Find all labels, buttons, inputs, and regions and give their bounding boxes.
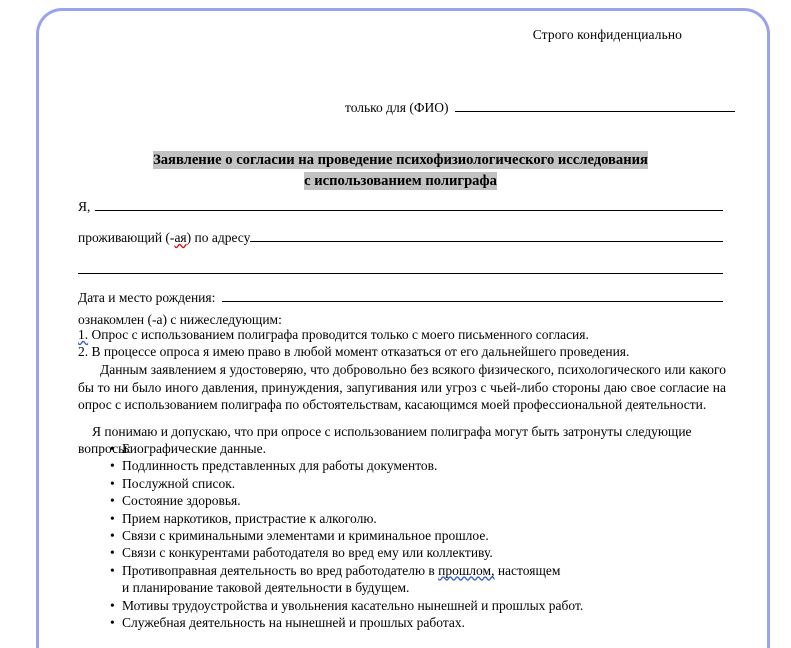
- list-item: [110, 440, 710, 457]
- topics-list: [110, 440, 710, 631]
- numbered-item-1: [78, 326, 726, 343]
- address-field-row-second: [78, 262, 723, 274]
- list-item: [110, 597, 710, 614]
- topic-text-after-spellcheck: настоящем: [494, 562, 561, 578]
- topic-text: Мотивы трудоустройства и увольнения касательно нынешней и прошлых работ.: [122, 597, 584, 613]
- address-blank-line-2[interactable]: [78, 262, 723, 274]
- address-label-spellcheck-word: ая: [174, 230, 187, 245]
- document-title-line-2: с использованием полиграфа: [304, 173, 497, 189]
- topic-text: Подлинность представленных для работы документов.: [122, 458, 438, 474]
- topic-text: Связи с криминальными элементами и криминальное прошлое.: [122, 528, 489, 544]
- list-item: [110, 562, 611, 597]
- voluntary-consent-paragraph: Данным заявлением я удостоверяю, что добровольно без всякого физического, психологического или какого бы то ни было иного давления, принуждения, запугивания или угроз с чьей-либо стороны даю свое согласие на опрос с использованием полиграфа по обстоятельствам, касающимся моей профессиональной деятельности.: [78, 362, 726, 413]
- address-field-row: [78, 230, 723, 246]
- topic-text: Состояние здоровья.: [122, 493, 241, 509]
- numbered-item-1-number: 1.: [78, 327, 89, 342]
- document-title-line-1: Заявление о согласии на проведение психофизиологического исследования: [153, 152, 648, 168]
- address-label-suffix: ) по адресу: [186, 230, 251, 245]
- birth-blank-line[interactable]: [222, 290, 723, 302]
- fio-field-row: [345, 100, 735, 116]
- list-item: [110, 614, 710, 631]
- address-blank-line[interactable]: [250, 230, 723, 242]
- birth-label: Дата и место рождения:: [78, 290, 216, 305]
- list-item: [110, 544, 710, 561]
- topic-text: Связи с конкурентами работодателя во вред ему или коллективу.: [122, 545, 493, 561]
- topic-text-spellcheck-word: прошлом,: [438, 562, 495, 578]
- acquainted-line: ознакомлен (-а) с нижеследующим:: [78, 312, 282, 327]
- document-title: [78, 150, 723, 192]
- numbered-item-1-text: Опрос с использованием полиграфа проводится только с моего письменного согласия.: [91, 327, 589, 342]
- topic-text-before-spellcheck: Противоправная деятельность во вред работодателю в: [122, 562, 439, 578]
- list-item: [110, 510, 710, 527]
- fio-blank-line[interactable]: [455, 100, 735, 112]
- list-item: [110, 475, 710, 492]
- address-label: [78, 230, 250, 246]
- address-label-prefix: проживающий (-: [78, 230, 175, 245]
- fio-label: только для (ФИО): [345, 100, 449, 115]
- confidentiality-notice: Строго конфиденциально: [532, 27, 682, 42]
- birth-field-row: [78, 290, 723, 306]
- name-blank-line[interactable]: [95, 199, 723, 211]
- name-label: Я,: [78, 199, 91, 214]
- list-item: [110, 492, 710, 509]
- topic-text: Биографические данные.: [122, 441, 266, 456]
- list-item: [110, 457, 710, 474]
- list-item: [110, 527, 710, 544]
- numbered-item-2: 2. В процессе опроса я имею право в любой момент отказаться от его дальнейшего проведения.: [78, 344, 630, 359]
- topic-text: Прием наркотиков, пристрастие к алкоголю.: [122, 510, 377, 526]
- topic-text-continuation: и планирование таковой деятельности в будущем.: [122, 580, 410, 596]
- topic-text: Служебная деятельность на нынешней и прошлых работах.: [122, 615, 466, 631]
- topic-text: Послужной список.: [122, 475, 236, 491]
- understanding-paragraph: Я понимаю и допускаю, что при опросе с использованием полиграфа могут быть затронуты следующие вопросы:: [78, 424, 692, 457]
- name-field-row: [78, 199, 723, 215]
